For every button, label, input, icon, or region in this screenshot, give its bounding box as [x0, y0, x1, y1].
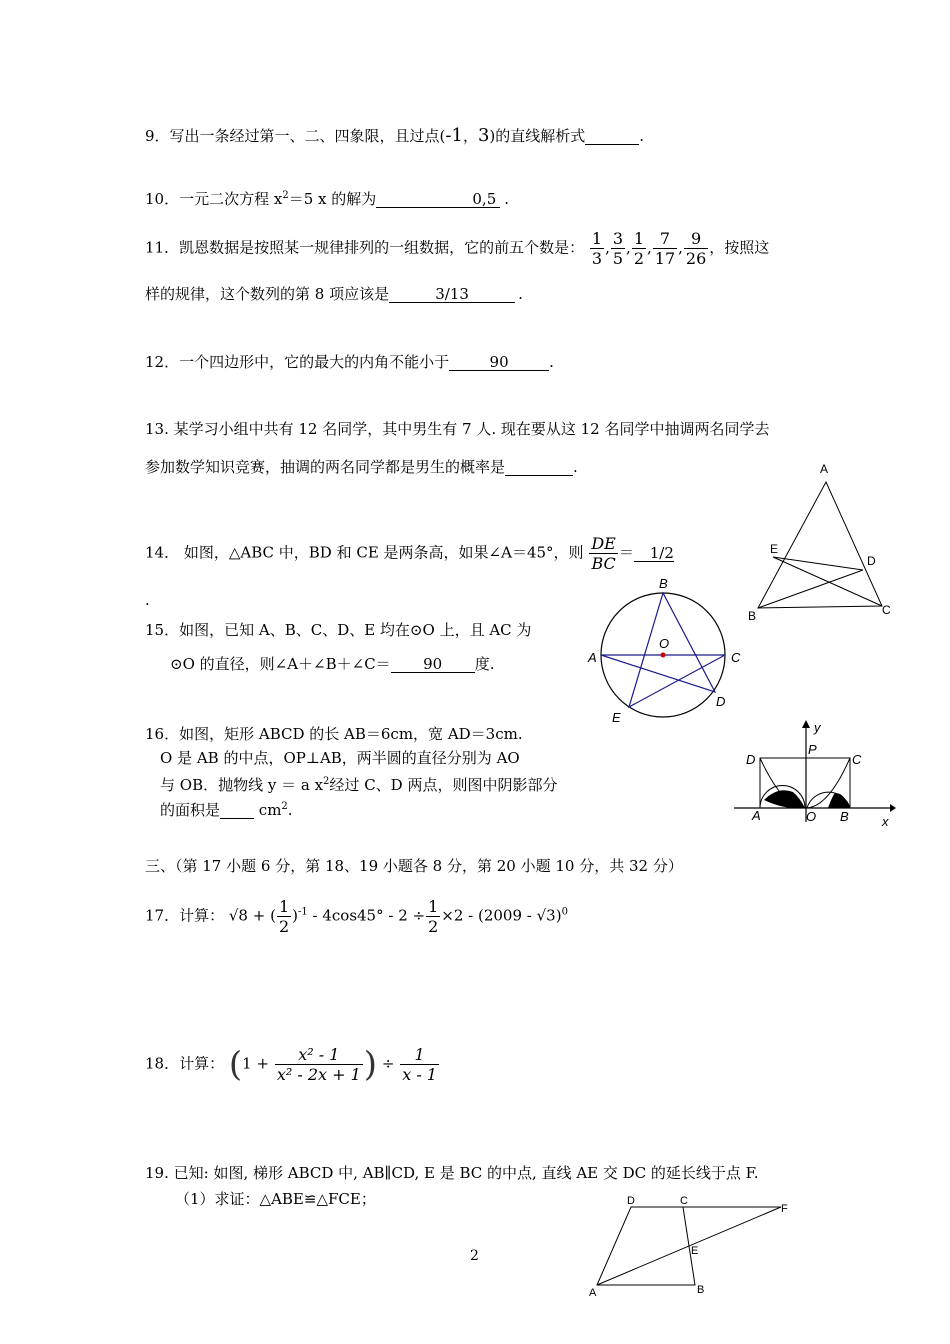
trap-label-e: E: [691, 1245, 699, 1257]
trap-label-b: B: [697, 1284, 705, 1296]
q16-line1: 16．如图，矩形 ABCD 的长 AB＝6cm，宽 AD＝3cm.: [145, 725, 523, 743]
question-14-end: [145, 590, 150, 610]
q14-answer: 1/2: [634, 545, 674, 562]
q11-frac-5: $\frac{9}{26}$: [685, 229, 707, 268]
q11-end: .: [518, 285, 523, 303]
q16-line3: 与 OB．抛物线 y ＝ a x: [160, 776, 324, 794]
question-10: [145, 186, 509, 209]
q17-label: 17．计算：: [145, 906, 225, 925]
q11-text: 11．凯恩数据是按照某一规律排列的一组数据，它的前五个数是：: [145, 238, 585, 257]
q11-frac-1: $\frac{1}{3}$: [591, 229, 603, 268]
q9-point-x: -1: [445, 125, 463, 146]
q18-paren-right: ): [363, 1044, 378, 1085]
tri-label-a: A: [820, 462, 829, 476]
trap-label-a: A: [589, 1287, 597, 1299]
tri-label-c: C: [882, 603, 891, 617]
section-3-header: [145, 856, 683, 876]
tri-label-e: E: [770, 542, 779, 556]
q16-blank: [220, 802, 254, 819]
star-label-c: C: [731, 650, 741, 665]
q11-frac-4: $\frac{7}{17}$: [654, 229, 676, 268]
q13-line2: 参加数学知识竞赛，抽调的两名同学都是男生的概率是: [145, 458, 506, 476]
q17-expr-b: ): [292, 906, 298, 925]
para-label-a: A: [752, 808, 761, 823]
parabola-figure: [730, 718, 900, 830]
q15-answer: 90: [391, 656, 475, 673]
q12-end: .: [549, 353, 554, 371]
q19-line1: 19. 已知: 如图, 梯形 ABCD 中, AB∥CD, E 是 BC 的中点, 直线 AE 交 DC 的延长线于点 F.: [145, 1164, 759, 1182]
question-13-line1: [145, 419, 770, 439]
q15-line1: 15．如图，已知 A、B、C、D、E 均在⊙O 上，且 AC 为: [145, 621, 532, 639]
q16-line3-sup: 2: [323, 776, 330, 787]
q11-text-after: ，按照这: [709, 238, 770, 257]
q16-line4: 的面积是: [160, 801, 221, 819]
question-9: [145, 126, 644, 146]
q11-answer: 3/13: [389, 286, 515, 303]
question-11: 11．凯恩数据是按照某一规律排列的一组数据，它的前五个数是： $\frac{1}{3}$ , $\frac{3}{5}$ , $\frac{1}{2}$ , $\frac{7}{17}$ , $\frac{9}{26}$ ，按照这: [145, 229, 770, 268]
q18-label: 18．计算：: [145, 1054, 225, 1073]
center-dot: [661, 653, 666, 658]
trap-label-d: D: [627, 1195, 635, 1207]
q10-text: 10．一元二次方程 x: [145, 190, 283, 208]
q18-div: ÷: [381, 1054, 395, 1073]
q18-paren-left: (: [228, 1044, 243, 1085]
trapezoid-figure: [585, 1192, 795, 1302]
star-label-o: O: [659, 636, 670, 651]
question-16-line2: [160, 748, 520, 768]
q16-unit-sup: 2: [281, 801, 288, 812]
q10-text2: ＝5 x 的解为: [288, 190, 377, 208]
star-label-a: A: [588, 650, 597, 665]
q16-line3-rest: 经过 C、D 两点，则图中阴影部分: [329, 776, 558, 794]
q13-blank: [505, 459, 573, 476]
q17-expr-a: √8 + (: [228, 906, 276, 925]
q11-frac-3: $\frac{1}{2}$: [633, 229, 644, 268]
q10-answer: 0,5: [376, 191, 500, 208]
star-label-b: B: [659, 576, 668, 591]
q11-frac-2: $\frac{3}{5}$: [612, 229, 624, 268]
q14-eq: ＝: [618, 543, 634, 562]
q16-unit: cm: [258, 801, 282, 819]
q9-end: .: [639, 127, 645, 145]
q18-rhs: $\frac{1}{x - 1}$: [402, 1045, 437, 1084]
q13-end: .: [573, 458, 578, 476]
para-label-d: D: [746, 752, 756, 767]
q15-line2-prefix: ⊙O 的直径，则∠A＋∠B＋∠C＝: [170, 655, 391, 673]
q19-line2: （1）求证：△ABE≌△FCE；: [175, 1190, 376, 1208]
para-label-o: O: [806, 809, 817, 824]
q17-exp-neg1: -1: [297, 906, 308, 918]
question-15-line1: [145, 620, 531, 640]
question-11-line2: [145, 284, 523, 304]
question-12: [145, 352, 554, 372]
q9-prefix: 9．写出一条经过第一、二、四象限，且过点(: [145, 127, 446, 145]
q12-text: 12．一个四边形中，它的最大的内角不能小于: [145, 353, 450, 371]
question-18: [145, 1045, 440, 1084]
q17-expr-d: ×2 - (2009 - √3): [441, 906, 562, 925]
question-13-line2: [145, 457, 578, 477]
q9-point-y: 3: [477, 125, 490, 146]
q12-answer: 90: [449, 354, 549, 371]
q13-line1: 13. 某学习小组中共有 12 名同学，其中男生有 7 人. 现在要从这 12 名同学中抽调两名同学去: [145, 420, 770, 438]
q14-text: 14． 如图，△ABC 中，BD 和 CE 是两条高，如果∠A＝45°，则: [145, 543, 584, 562]
star-label-d: D: [716, 694, 726, 709]
trap-label-c: C: [680, 1195, 688, 1207]
question-16-line1: [145, 724, 523, 744]
q18-one-plus: 1 +: [242, 1054, 270, 1073]
tri-label-b: B: [748, 609, 757, 623]
question-17: [145, 897, 568, 936]
q17-expr-c: - 4cos45° - 2 ÷: [307, 906, 426, 925]
question-15-line2: [170, 654, 494, 674]
q14-end: .: [145, 591, 150, 609]
star-label-e: E: [612, 710, 621, 725]
q10-end: .: [504, 190, 510, 208]
section3-text: 三、（第 17 小题 6 分，第 18、19 小题各 8 分，第 20 小题 10 分，共 32 分）: [145, 857, 683, 875]
question-19-line2: [175, 1189, 376, 1209]
q9-blank: [585, 128, 639, 145]
q18-fraction: $\frac{\text{x² - 1}}{\text{x² - 2x + 1}}$: [276, 1045, 361, 1084]
q15-line2-suffix: 度.: [474, 655, 495, 673]
para-label-c: C: [852, 752, 862, 767]
para-label-b: B: [840, 809, 849, 824]
question-14: [145, 534, 674, 573]
q10-sup: 2: [282, 190, 289, 201]
page-number: 2: [470, 1248, 479, 1264]
q16-line2: O 是 AB 的中点，OP⊥AB，两半圆的直径分别为 AO: [160, 749, 520, 767]
question-19-line1: [145, 1163, 759, 1183]
para-label-p: P: [808, 742, 817, 757]
question-16-line3: [160, 772, 557, 795]
q14-fraction: $\frac{DE}{BC}$: [591, 534, 616, 573]
para-label-x: x: [882, 814, 889, 829]
q17-half-2: $\frac{1}{2}$: [428, 897, 439, 936]
q17-half-1: $\frac{1}{2}$: [278, 897, 290, 936]
q16-end: .: [287, 801, 293, 819]
triangle-figure: [740, 458, 900, 628]
circle-star-figure: [580, 572, 760, 730]
para-label-y: y: [814, 720, 821, 735]
tri-label-d: D: [867, 554, 876, 568]
q9-suffix: )的直线解析式: [489, 127, 586, 145]
q17-exp-zero: 0: [561, 906, 568, 918]
question-16-line4: [160, 797, 293, 820]
q9-point-sep: ，: [462, 127, 478, 145]
trap-label-f: F: [781, 1203, 788, 1215]
q11-line2: 样的规律，这个数列的第 8 项应该是: [145, 285, 390, 303]
